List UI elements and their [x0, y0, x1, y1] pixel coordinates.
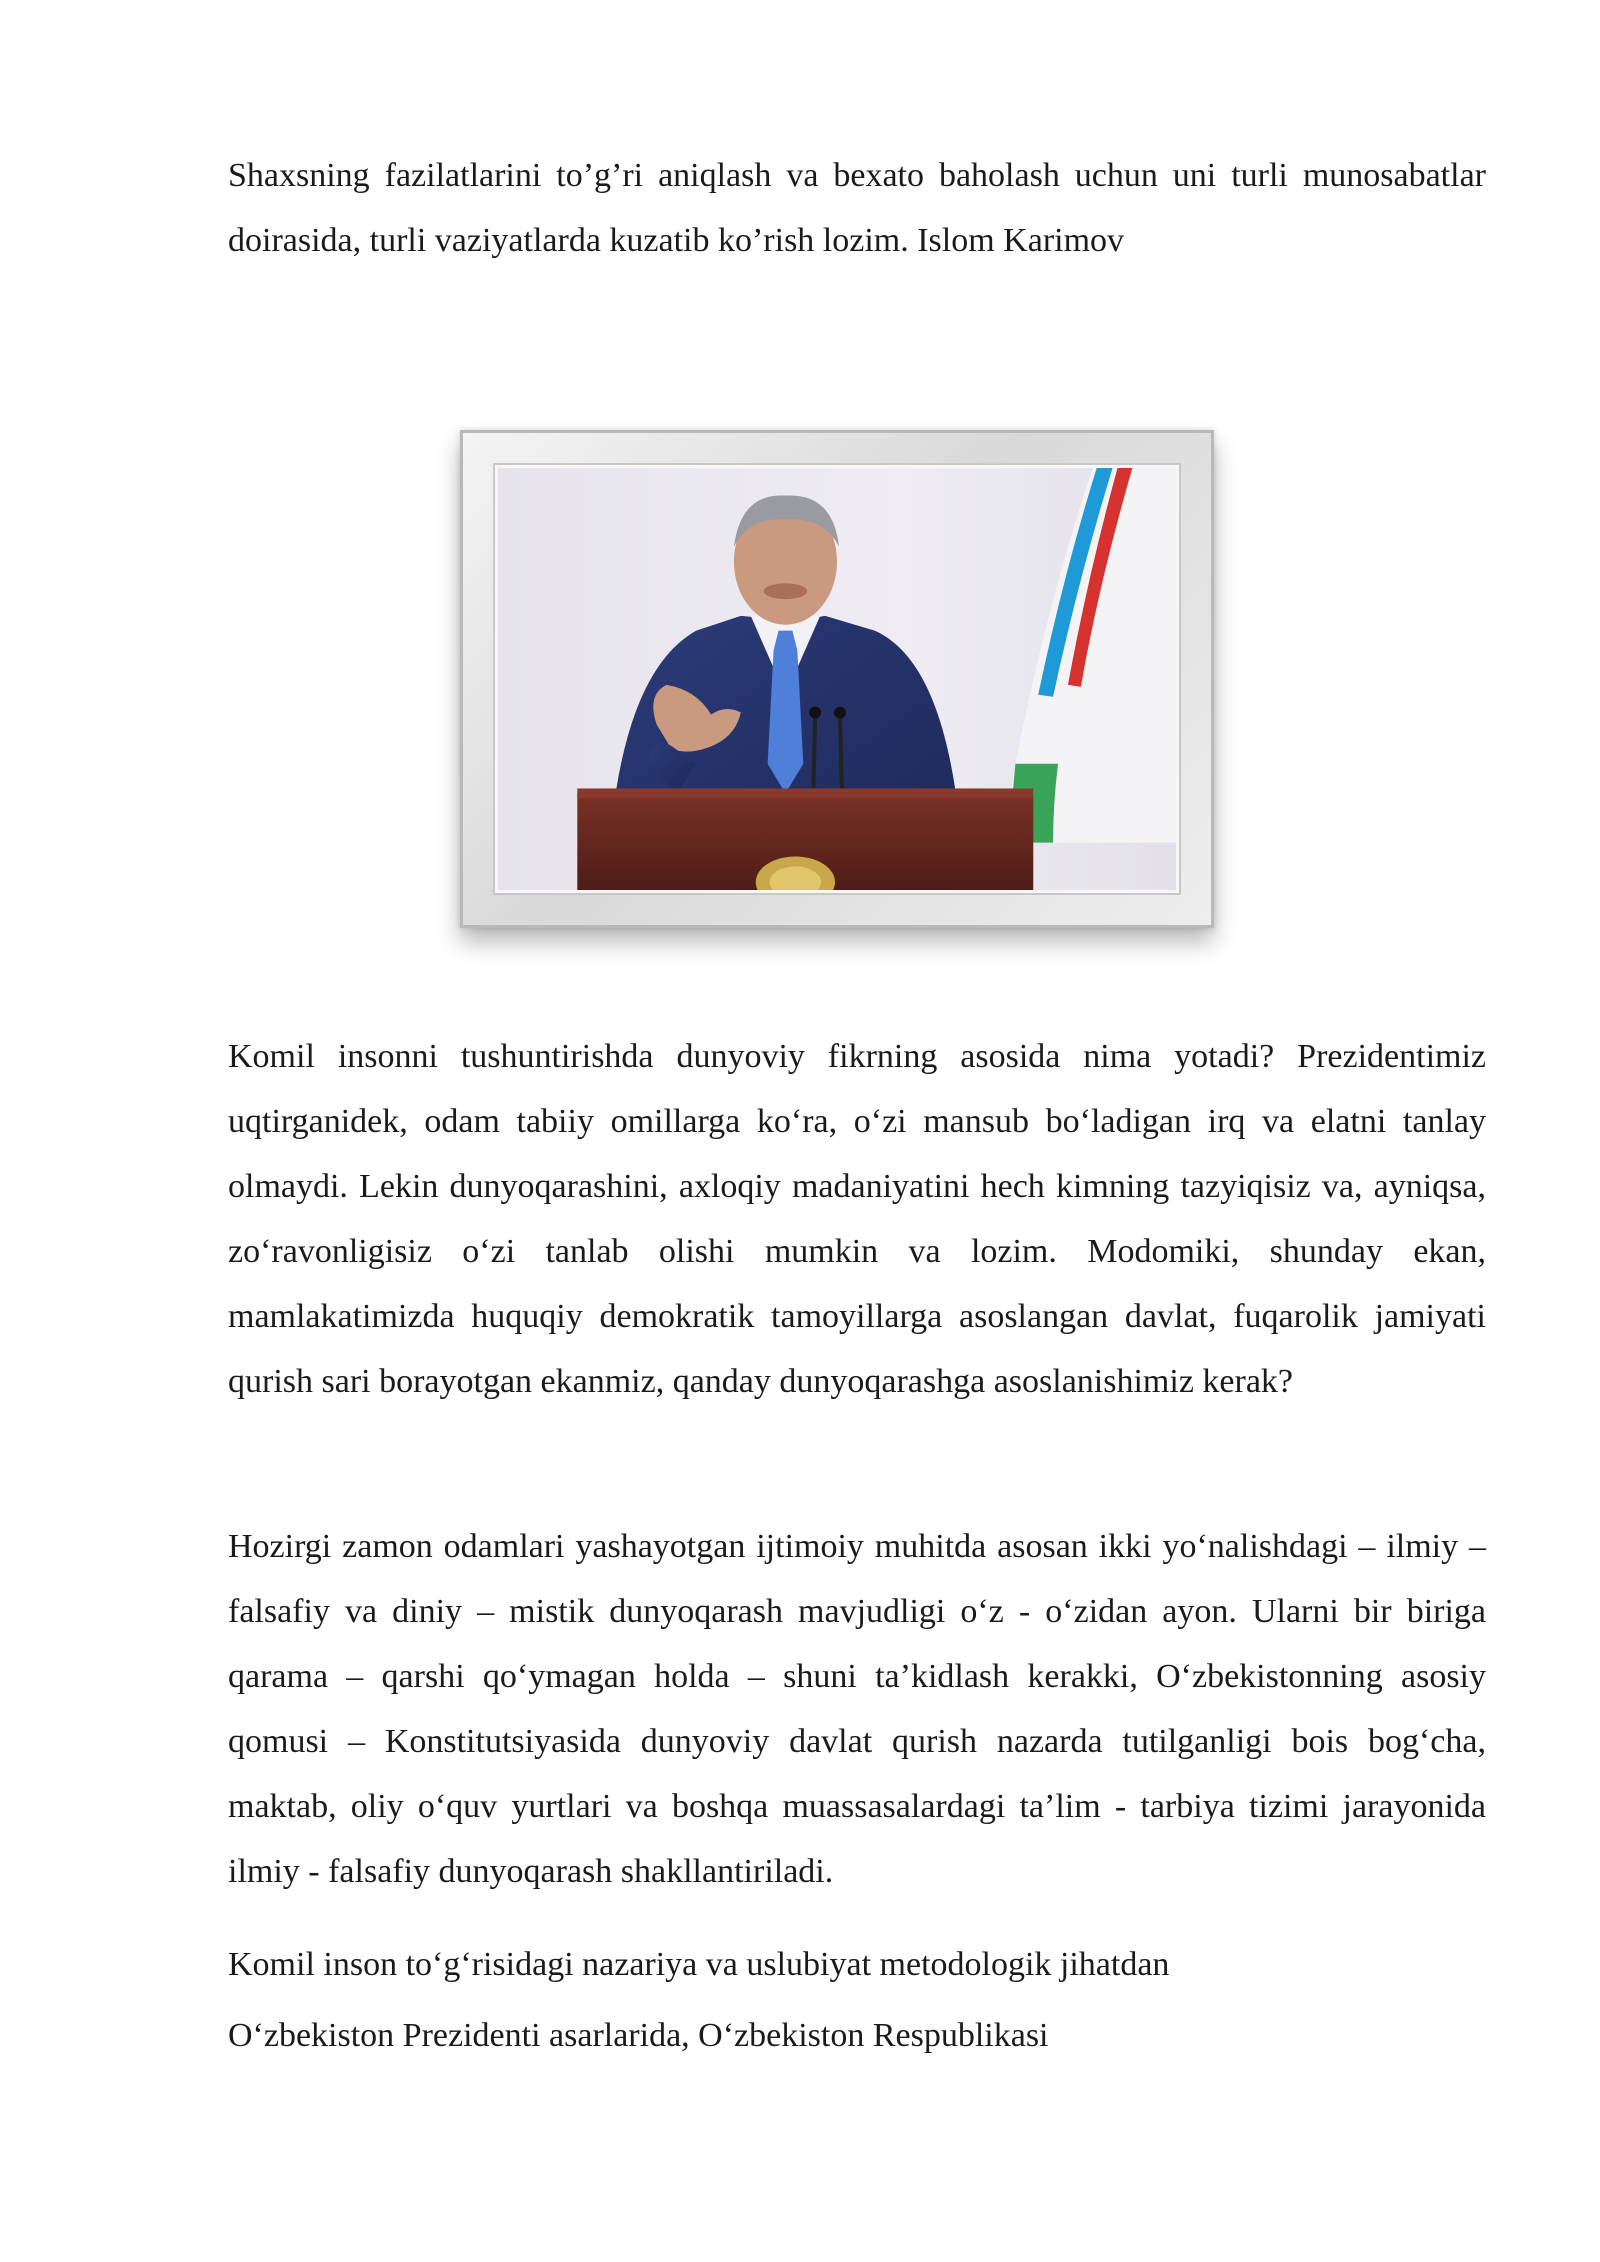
speaker-photo — [498, 468, 1176, 890]
photo-frame-inner — [495, 465, 1179, 893]
quote-paragraph: Shaxsning fazilatlarini to’g’ri aniqlash va bexato baholash uchun uni turli munosabatlar doirasida, turli vaziyatlarda kuzatib ko’rish lozim. Islom Karimov — [228, 157, 1486, 259]
komil-paragraph: Komil insonni tushuntirishda dunyoviy fikrning asosida nima yotadi? Prezidentimiz uqtirganidek, odam tabiiy omillarga ko‘ra, o‘zi mansub bo‘ladigan irq va elatni tanlay olmaydi. Lekin dunyoqarashini, axloqiy madaniyatini hech kimning tazyiqisiz va, ayniqsa, zo‘ravonligisiz o‘zi tanlab olishi mumkin va lozim. Modomiki, shunday ekan, mamlakatimizda huquqiy demokratik tamoyillarga asoslangan davlat, fuqarolik jamiyati qurish sari borayotgan ekanmiz, qanday dunyoqarashga asoslanishimiz kerak? — [228, 1038, 1486, 1400]
nazariya-line-2: O‘zbekiston Prezidenti asarlarida, O‘zbekiston Respublikasi — [228, 2017, 1049, 2054]
hozirgi-paragraph: Hozirgi zamon odamlari yashayotgan ijtimoiy muhitda asosan ikki yo‘nalishdagi – ilmiy – falsafiy va diniy – mistik dunyoqarash mavjudligi o‘z - o‘zidan ayon. Ularni bir biriga qarama – qarshi qo‘ymagan holda – shuni ta’kidlash kerakki, O‘zbekistonning asosiy qomusi – Konstitutsiyasida dunyoviy davlat qurish nazarda tutilganligi bois bog‘cha, maktab, oliy o‘quv yurtlari va boshqa muassasalardagi ta’lim - tarbiya tizimi jarayonida ilmiy - falsafiy dunyoqarash shakllantiriladi. — [228, 1528, 1486, 1890]
nazariya-line-1: Komil inson to‘g‘risidagi nazariya va uslubiyat metodologik jihatdan — [228, 1946, 1170, 1983]
photo-frame — [460, 430, 1214, 928]
